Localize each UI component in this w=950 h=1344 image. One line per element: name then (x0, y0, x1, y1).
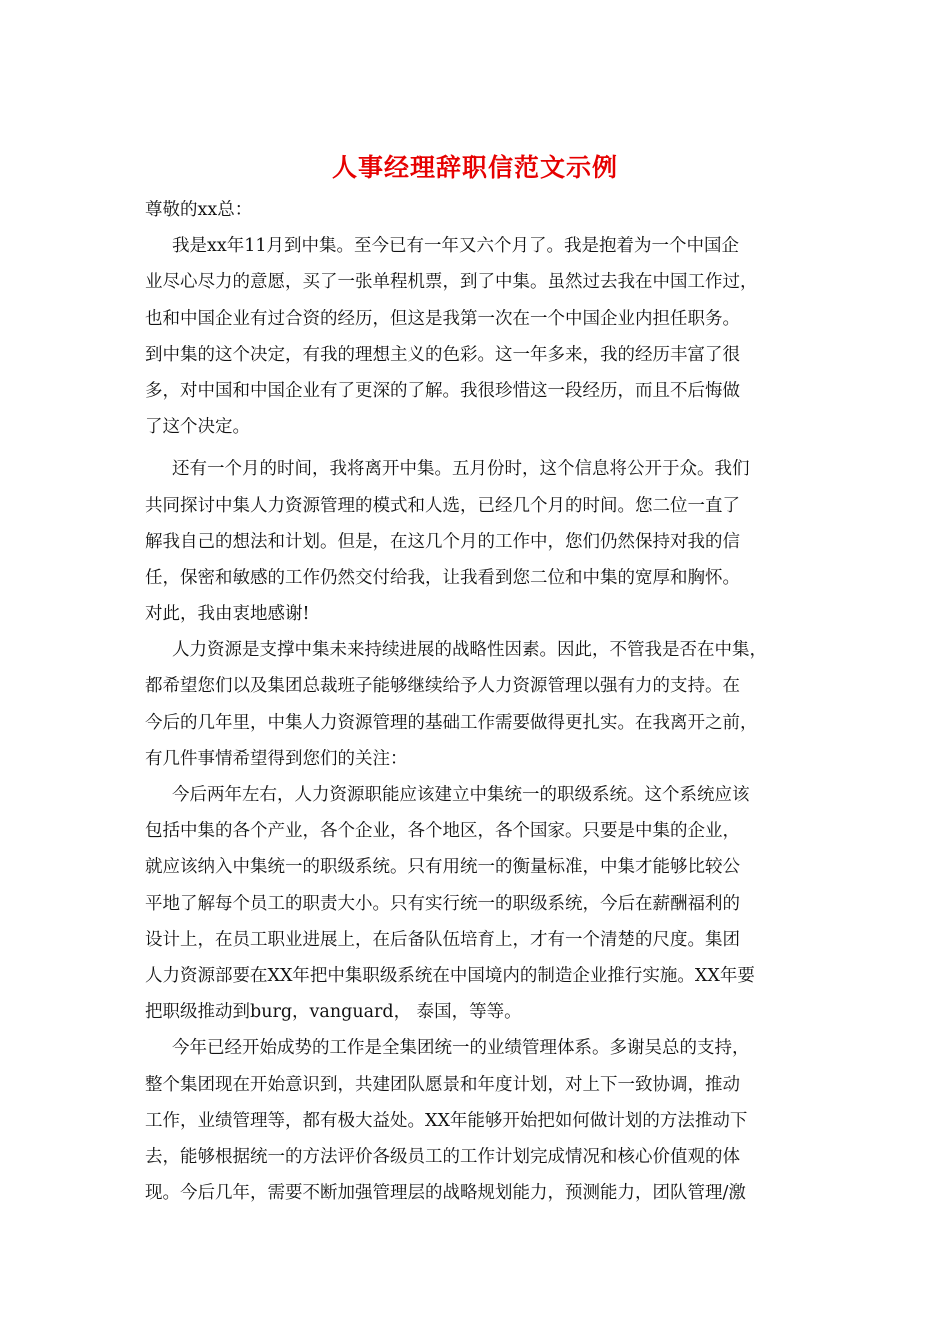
paragraph-5-line-3: 工作，业绩管理等，都有极大益处。XX年能够开始把如何做计划的方法推动下 (145, 1110, 748, 1131)
paragraph-2-line-3: 解我自己的想法和计划。但是，在这几个月的工作中，您们仍然保持对我的信 (145, 531, 740, 552)
paragraph-3-line-3: 今后的几年里，中集人力资源管理的基础工作需要做得更扎实。在我离开之前， (145, 712, 758, 733)
paragraph-5-line-4: 去，能够根据统一的方法评价各级员工的工作计划完成情况和核心价值观的体 (145, 1146, 740, 1167)
paragraph-2-line-2: 共同探讨中集人力资源管理的模式和人选，已经几个月的时间。您二位一直了 (145, 495, 740, 516)
paragraph-3-line-4: 有几件事情希望得到您们的关注： (145, 748, 408, 769)
letter-body (145, 192, 835, 1211)
paragraph-4-line-1: 今后两年左右，人力资源职能应该建立中集统一的职级系统。这个系统应该 (172, 785, 750, 805)
paragraph-1-line-1: 我是xx年11月到中集。至今已有一年又六个月了。我是抱着为一个中国企 (172, 236, 740, 257)
paragraph-4-line-7: 把职级推动到burg，vanguard， 泰国，等等。 (145, 1002, 522, 1023)
paragraph-2-line-1: 还有一个月的时间，我将离开中集。五月份时，这个信息将公开于众。我们 (172, 459, 750, 480)
paragraph-1-line-4: 到中集的这个决定，有我的理想主义的色彩。这一年多来，我的经历丰富了很 (145, 344, 740, 365)
paragraph-5-line-1: 今年已经开始成势的工作是全集团统一的业绩管理体系。多谢吴总的支持， (172, 1038, 750, 1059)
paragraph-4-line-3: 就应该纳入中集统一的职级系统。只有用统一的衡量标准，中集才能够比较公 (145, 857, 740, 878)
paragraph-3-line-2: 都希望您们以及集团总裁班子能够继续给予人力资源管理以强有力的支持。在 (145, 676, 740, 697)
paragraph-5-line-5: 现。今后几年，需要不断加强管理层的战略规划能力，预测能力，团队管理/激 (145, 1183, 746, 1204)
paragraph-4-line-5: 设计上，在员工职业进展上，在后备队伍培育上，才有一个清楚的尺度。集团 (145, 929, 740, 950)
paragraph-5-line-2: 整个集团现在开始意识到，共建团队愿景和年度计划，对上下一致协调，推动 (145, 1074, 740, 1095)
paragraph-2-line-5: 对此，我由衷地感谢! (145, 604, 310, 625)
salutation: 尊敬的xx总： (145, 200, 253, 220)
paragraph-1-line-3: 也和中国企业有过合资的经历，但这是我第一次在一个中国企业内担任职务。 (145, 308, 740, 329)
document-title: 人事经理辞职信范文示例 (331, 153, 618, 182)
paragraph-3-line-1: 人力资源是支撑中集未来持续进展的战略性因素。因此，不管我是否在中集， (172, 640, 767, 661)
paragraph-2-line-4: 任，保密和敏感的工作仍然交付给我，让我看到您二位和中集的宽厚和胸怀。 (145, 567, 740, 588)
paragraph-4-line-4: 平地了解每个员工的职责大小。只有实行统一的职级系统，今后在薪酬福利的 (145, 893, 740, 914)
paragraph-1-line-2: 业尽心尽力的意愿，买了一张单程机票，到了中集。虽然过去我在中国工作过， (145, 272, 758, 293)
paragraph-1-line-5: 多，对中国和中国企业有了更深的了解。我很珍惜这一段经历，而且不后悔做 (145, 380, 740, 401)
paragraph-4-line-6: 人力资源部要在XX年把中集职级系统在中国境内的制造企业推行实施。XX年要 (145, 965, 755, 986)
paragraph-1-line-6: 了这个决定。 (145, 417, 250, 438)
paragraph-4-line-2: 包括中集的各个产业，各个企业，各个地区，各个国家。只要是中集的企业， (145, 821, 740, 842)
